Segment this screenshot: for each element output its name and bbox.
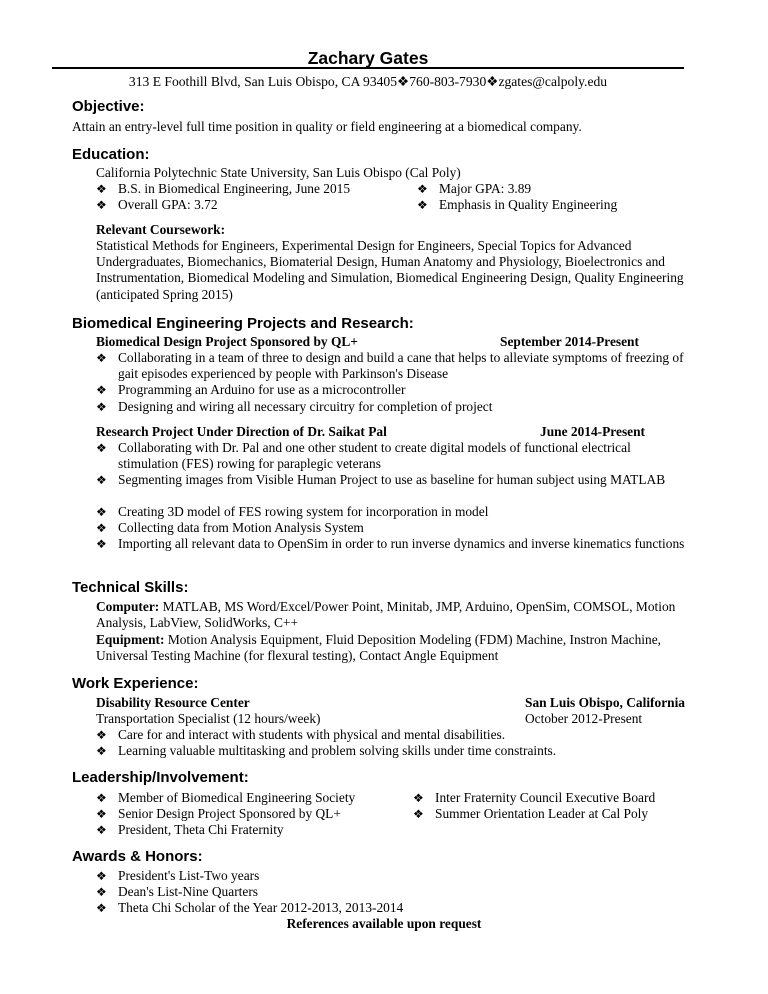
skills-heading: Technical Skills: <box>72 579 189 596</box>
list-item: ❖ Collaborating in a team of three to design and build a cane that helps to alleviate symptoms of freezing of gait episodes experienced by people with Parkinson's Disease <box>96 350 684 382</box>
work-location: San Luis Obispo, California <box>525 695 685 710</box>
address: 313 E Foothill Blvd, San Luis Obispo, CA 93405 <box>128 74 398 89</box>
work-heading: Work Experience: <box>72 675 199 692</box>
school-name: California Polytechnic State University, San Luis Obispo (Cal Poly) <box>96 165 461 180</box>
work-role: Transportation Specialist (12 hours/week) <box>96 711 321 726</box>
diamond-bullet-icon: ❖ <box>96 537 107 551</box>
contact-line <box>52 73 684 90</box>
diamond-bullet-icon: ❖ <box>96 823 107 837</box>
diamond-bullet-icon: ❖ <box>96 807 107 821</box>
list-item: ❖ Collaborating with Dr. Pal and one other student to create digital models of functional electrical stimulation (FES) rowing for paraplegic veterans <box>96 440 631 472</box>
diamond-bullet-icon: ❖ <box>96 473 107 487</box>
list-item: ❖ Importing all relevant data to OpenSim in order to run inverse dynamics and inverse kinematics functions <box>96 536 685 551</box>
resume-page: Zachary Gates 313 E Foothill Blvd, San Luis Obispo, CA 93405❖760-803-7930❖zgates@calpoly.edu Objective: Attain an entry-level full time position in quality or field engineering at a biomedical company. Education: California Polytechnic State University, San Luis Obispo (Cal Poly) ❖ B.S. in Biomedical Engineering, June 2015 ❖ Major GPA: 3.89 ❖ Overall GPA: 3.72 ❖ Emphasis in Quality Engineering Relevant Coursework: Statistical Methods for Engineers, Experimental Design for Engineers, Special Topics for Advanced Undergraduates, Biomechanics, Biomaterial Design, Human Anatomy and Physiology, Bioelectronics and Instrumentation, Biomedical Modeling and Simulation, Biomedical Engineering Design, Quality Engineering (anticipated Spring 2015) Biomedical Engineering Projects and Research: Biomedical Design Project Sponsored by QL+ September 2014-Present ❖ Collaborating in a team of three to design and build a cane that helps to alleviate symptoms of freezing of gait episodes experienced by people with Parkinson's Disease ❖ Programming an Arduino for use as a microcontroller ❖ Designing and wiring all necessary circuitry for completion of project Research Project Under Direction of Dr. Saikat Pal June 2014-Present ❖ Collaborating with Dr. Pal and one other student to create digital models of functional electrical stimulation (FES) rowing for paraplegic veterans ❖ Segmenting images from Visible Human Project to use as baseline for human subject using MATLAB ❖ Creating 3D model of FES rowing system for incorporation in model ❖ Collecting data from Motion Analysis System ❖ Importing all relevant data to OpenSim in order to run inverse dynamics and inverse kinematics functions Technical Skills: Computer: MATLAB, MS Word/Excel/Power Point, Minitab, JMP, Arduino, OpenSim, COMSOL, Motion Analysis, LabView, SolidWorks, C++ Equipment: Motion Analysis Equipment, Fluid Deposition Modeling (FDM) Machine, Instron Machine, Universal Testing Machine (for flexural testing), Contact Angle Equipment Work Experience: Disability Resource Center San Luis Obispo, California Transportation Specialist (12 hours/week) October 2012-Present ❖ Care for and interact with students with physical and mental disabilities. ❖ Learning valuable multitasking and problem solving skills under time constraints. Leadership/Involvement: ❖ Member of Biomedical Engineering Society ❖ Inter Fraternity Council Executive Board ❖ Senior Design Project Sponsored by QL+ ❖ Summer Orientation Leader at Cal Poly ❖ President, Theta Chi Fraternity Awards & Honors: ❖ President's List-Two years ❖ Dean's List-Nine Quarters ❖ Theta Chi Scholar of the Year 2012-2013, 2013-2014 References available upon request <box>0 0 768 994</box>
header-rule <box>52 67 684 69</box>
work-dates: October 2012-Present <box>525 711 643 726</box>
coursework-label: Relevant Coursework: <box>96 222 226 237</box>
objective-text: Attain an entry-level full time position in quality or field engineering at a biomedical company. <box>72 119 582 134</box>
candidate-name: Zachary Gates <box>307 48 429 68</box>
project-title: Research Project Under Direction of Dr. Saikat Pal <box>96 424 387 439</box>
diamond-bullet-icon: ❖ <box>413 807 424 821</box>
diamond-bullet-icon: ❖ <box>96 182 107 196</box>
diamond-bullet-icon: ❖ <box>397 74 410 89</box>
diamond-bullet-icon: ❖ <box>96 791 107 805</box>
leadership-heading: Leadership/Involvement: <box>72 769 249 786</box>
diamond-bullet-icon: ❖ <box>417 198 428 212</box>
diamond-bullet-icon: ❖ <box>96 885 107 899</box>
diamond-bullet-icon: ❖ <box>96 521 107 535</box>
list-item: ❖ Segmenting images from Visible Human Project to use as baseline for human subject using MATLAB <box>96 472 666 487</box>
computer-skills: Computer: MATLAB, MS Word/Excel/Power Point, Minitab, JMP, Arduino, OpenSim, COMSOL, Motion Analysis, LabView, SolidWorks, C++ <box>96 599 676 631</box>
diamond-bullet-icon: ❖ <box>96 383 107 397</box>
project-title: Biomedical Design Project Sponsored by QL+ <box>96 334 358 349</box>
equipment-skills: Equipment: Motion Analysis Equipment, Fluid Deposition Modeling (FDM) Machine, Instron Machine, Universal Testing Machine (for flexural testing), Contact Angle Equipment <box>96 632 662 664</box>
diamond-bullet-icon: ❖ <box>96 441 107 455</box>
diamond-bullet-icon: ❖ <box>96 869 107 883</box>
phone: 760-803-7930 <box>409 74 487 89</box>
email[interactable]: zgates@calpoly.edu <box>498 74 608 89</box>
diamond-bullet-icon: ❖ <box>96 728 107 742</box>
coursework-text: Statistical Methods for Engineers, Experimental Design for Engineers, Special Topics for Advanced Undergraduates, Biomechanics, Biomaterial Design, Human Anatomy and Physiology, Bioelectronics and Instrumentation, Biomedical Modeling and Simulation, Biomedical Engineering Design, Quality Engineering (anticipated Spring 2015) <box>96 238 684 302</box>
employer: Disability Resource Center <box>96 695 250 710</box>
diamond-bullet-icon: ❖ <box>96 901 107 915</box>
diamond-bullet-icon: ❖ <box>96 744 107 758</box>
diamond-bullet-icon: ❖ <box>486 74 499 89</box>
diamond-bullet-icon: ❖ <box>96 198 107 212</box>
awards-heading: Awards & Honors: <box>72 848 203 865</box>
diamond-bullet-icon: ❖ <box>96 351 107 365</box>
project-date: June 2014-Present <box>540 424 646 439</box>
references-note: References available upon request <box>286 916 482 931</box>
objective-heading: Objective: <box>72 98 145 115</box>
diamond-bullet-icon: ❖ <box>96 400 107 414</box>
project-date: September 2014-Present <box>500 334 639 349</box>
computer-label: Computer: <box>96 599 160 614</box>
diamond-bullet-icon: ❖ <box>96 505 107 519</box>
education-heading: Education: <box>72 146 150 163</box>
equipment-label: Equipment: <box>96 632 165 647</box>
diamond-bullet-icon: ❖ <box>413 791 424 805</box>
diamond-bullet-icon: ❖ <box>417 182 428 196</box>
projects-heading: Biomedical Engineering Projects and Research: <box>72 315 414 332</box>
